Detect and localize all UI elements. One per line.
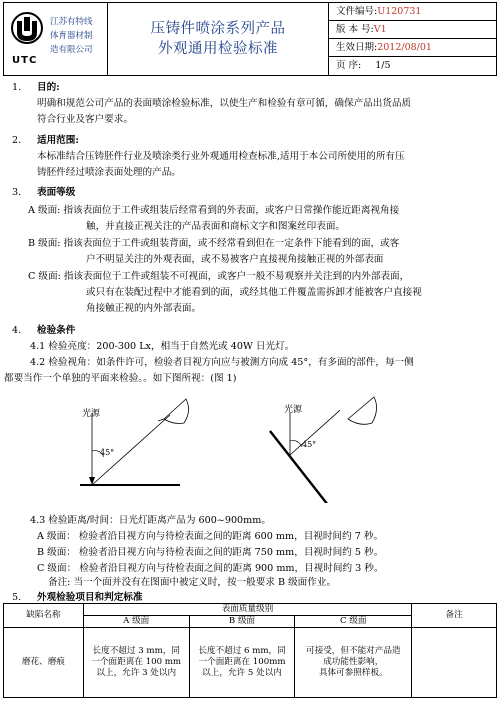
meta-doc-number: 文件编号:U120731 — [329, 3, 496, 21]
grade-c-distance: C 级面： 检验者沿目视方向与待检表面之间的距离 900 mm，目视时间约 3 秒。 — [37, 563, 384, 574]
section-judgement-standards: 5. 外观检验项目和判定标准 — [12, 592, 143, 603]
distance-condition: 4.3 检验距离/时间：日光灯距离产品为 600~900mm。 — [30, 515, 271, 526]
section-purpose: 1. 目的: 明确和规范公司产品的表面喷涂检验标准，以使生产和检验有章可循，确保产品出货品质 符合行业及客户要求。 — [12, 82, 412, 125]
light-source-label-left: 光源 — [82, 409, 101, 419]
grade-b-distance: B 级面： 检验者沿目视方向与待检表面之间的距离 750 mm，目视时间约 5 秒。 — [37, 547, 384, 558]
brightness-condition: 4.1 检验亮度：200-300 Lx，相当于自然光或 40W 日光灯。 — [30, 341, 295, 352]
column-header-note: 备注 — [412, 604, 497, 628]
column-header-grade-c: C 级面 — [295, 616, 412, 628]
section-heading: 检验条件 — [37, 325, 76, 336]
grade-c-criteria: 可接受，但不能对产品造 成功能性影响， 具体可参照样板。 — [295, 628, 412, 698]
viewing-angle-condition: 4.2 检验视角：如条件许可，检验者目视方向应与被测方向成 45°，有多面的部件，每一侧 — [30, 357, 414, 368]
section-heading: 外观检验项目和判定标准 — [37, 592, 143, 603]
company-name: 江苏有特线 体育器材制 造有限公司 — [50, 17, 93, 55]
section-heading: 表面等级 — [37, 187, 76, 198]
defect-name: 磨花、磨痕 — [4, 628, 84, 698]
column-header-grade-b: B 级面 — [189, 616, 295, 628]
eye-icon — [340, 393, 400, 443]
grade-b-definition: B 级面: 指该表面位于工件或组装背面，或不经常看到但在一定条件下能看到的面，或客 — [28, 238, 400, 249]
table-row — [4, 628, 497, 698]
meta-effective-date: 生效日期:2012/08/01 — [329, 39, 496, 57]
grade-c-definition: C 级面: 指该表面位于工件或组装不可视面，或客户一般不易观察并关注到的内外部表面， — [28, 271, 410, 282]
grade-a-distance: A 级面： 检验者沿目视方向与待检表面之间的距离 600 mm，目视时间约 7 秒。 — [37, 531, 384, 542]
column-header-defect: 缺陷名称 — [4, 604, 84, 628]
logo-cell — [4, 3, 108, 75]
grade-a-definition: A 级面: 指该表面位于工件或组装后经常看到的外表面，或客户日常操作能近距离视角接 — [28, 205, 400, 216]
angle-label-left: 45° — [100, 448, 115, 457]
meta-version: 版 本 号:V1 — [329, 21, 496, 39]
section-scope: 2. 适用范围: 本标准结合压铸胚件行业及喷涂类行业外观通用检查标准,适用于本公司所使用的所有压 铸胚件经过喷涂表面处理的产品。 — [12, 135, 405, 178]
judgement-table — [3, 603, 497, 698]
angle-label-right: 45° — [302, 440, 317, 449]
light-source-label-right: 光源 — [284, 405, 303, 415]
meta-page: 页 序: 1/5 — [336, 60, 391, 71]
column-header-grade: 表面质量级别 — [83, 604, 411, 616]
grade-a-criteria: 长度不超过 3 mm，同 一个面距离在 100 mm 以上，允许 3 处以内 — [83, 628, 189, 698]
document-title: 压铸件喷涂系列产品 外观通用检验标准 — [108, 3, 329, 75]
distance-note: 备注: 当一个面并没有在图面中被定义时，按一般要求 B 级面作业。 — [48, 577, 337, 588]
section-heading: 适用范围: — [37, 135, 79, 146]
row-note — [412, 628, 497, 698]
section-heading: 目的: — [37, 82, 60, 93]
document-header — [3, 2, 497, 76]
logo-text: UTC — [12, 55, 38, 66]
document-meta — [329, 3, 496, 75]
section-surface-grades: 3. 表面等级 A 级面: 指该表面位于工件或组装后经常看到的外表面，或客户日常操作能近距离视角接 触，并直接正视关注的产品表面和商标文字和图案丝印表面。 B 级面: 指该表面位于工件或组装背面，或不经常看到但在一定条件下能看到的面，或客 户不明显关注的外观表面，或不易被客户直接视角接触正视的外部表面 C 级面: 指该表面位于工件或组装不可视面，或客户一般不易观察并关注到的内外部表面， 或只有在装配过程中才能看到的面，或经其他工件覆盖需拆卸才能被客户直接视 角接触正视的内外部表面。 — [12, 187, 422, 314]
grade-b-criteria: 长度不超过 6 mm，同 一个面距离在 100mm 以上，允许 5 处以内 — [189, 628, 295, 698]
column-header-grade-a: A 级面 — [83, 616, 189, 628]
section-inspection-conditions: 4. 检验条件 4.1 检验亮度：200-300 Lx，相当于自然光或 40W 日光灯。 4.2 检验视角：如条件许可，检验者目视方向应与被测方向成 45°，有多面的部件，每一侧 都要当作一个单独的平面来检验。。如下图所视：(图 1) 光源 光源 45° 45° 4.3 检验距离/时间：日光灯距离产品为 600~900mm。 A 级面： 检验者沿目视方向与待检表面之间的距离 600 mm，目视时间约 7 秒。 B 级面： 检验者沿目视方向与待检表面之间的距离 750 mm，目视时间约 5 秒。 C 级面： 检验者沿目视方向与待检表面之间的距离 900 mm，目视时间约 3 秒。 备注: 当一个面并没有在图面中被定义时，按一般要求 B 级面作业。 — [4, 325, 414, 588]
